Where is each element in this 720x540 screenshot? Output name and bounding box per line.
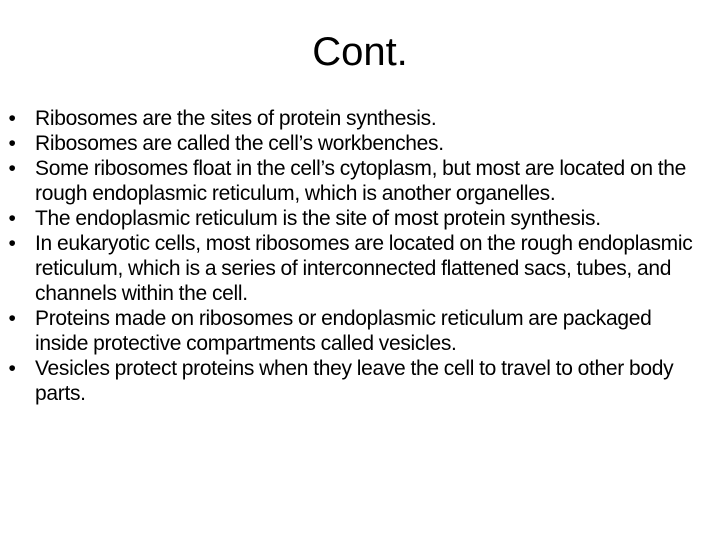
- bullet-item: [0, 156, 720, 206]
- bullet-icon: •: [8, 232, 16, 255]
- bullet-item: [0, 356, 720, 406]
- bullet-list: [0, 106, 720, 406]
- bullet-text: Ribosomes are the sites of protein synthesis.: [35, 107, 437, 130]
- bullet-icon: •: [8, 307, 16, 330]
- bullet-item: [0, 106, 720, 131]
- bullet-text: Vesicles protect proteins when they leave the cell to travel to other body parts.: [35, 357, 674, 405]
- bullet-text: The endoplasmic reticulum is the site of most protein synthesis.: [35, 207, 601, 230]
- bullet-item: [0, 131, 720, 156]
- bullet-item: [0, 306, 720, 356]
- bullet-icon: •: [8, 207, 16, 230]
- bullet-text: Ribosomes are called the cell’s workbenches.: [35, 132, 444, 155]
- bullet-text: Proteins made on ribosomes or endoplasmic reticulum are packaged inside protective compartments called vesicles.: [35, 307, 652, 355]
- bullet-icon: •: [8, 107, 16, 130]
- bullet-item: [0, 231, 720, 306]
- bullet-icon: •: [8, 357, 16, 380]
- bullet-text: In eukaryotic cells, most ribosomes are located on the rough endoplasmic reticulum, which is a series of interconnected flattened sacs, tubes, and channels within the cell.: [35, 232, 693, 305]
- bullet-text: Some ribosomes float in the cell’s cytoplasm, but most are located on the rough endoplasmic reticulum, which is another organelles.: [35, 157, 687, 205]
- bullet-icon: •: [8, 132, 16, 155]
- slide-title: Cont.: [312, 30, 408, 74]
- bullet-icon: •: [8, 157, 16, 180]
- bullet-item: [0, 206, 720, 231]
